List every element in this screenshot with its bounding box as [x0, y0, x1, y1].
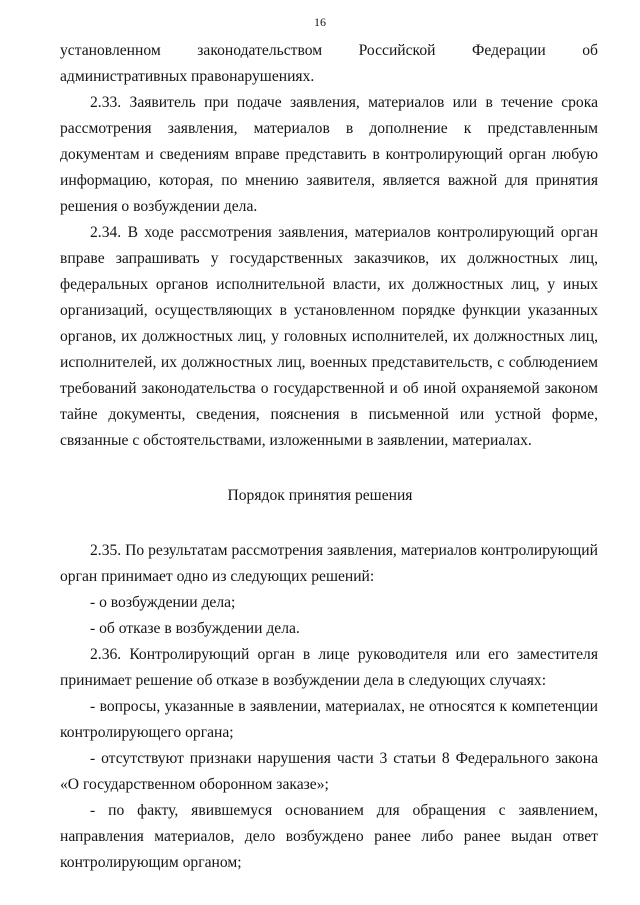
list-item-no-violation: - отсутствуют признаки нарушения части 3 статьи 8 Федерального закона «О государственном оборонном заказе»;: [60, 750, 598, 793]
paragraph-continuation: установленном законодательством Российской Федерации об административных правонарушениях.: [60, 42, 598, 85]
list-item-not-competent: - вопросы, указанные в заявлении, материалах, не относятся к компетенции контролирующего органа;: [60, 698, 598, 741]
list-item-refuse-case: - об отказе в возбуждении дела.: [90, 620, 300, 637]
list-item-already-initiated: - по факту, явившемуся основанием для обращения с заявлением, направления материалов, дело возбуждено ранее либо ранее выдан ответ контролирующим органом;: [60, 802, 598, 871]
section-heading: Порядок принятия решения: [227, 487, 413, 504]
paragraph-2-33: 2.33. Заявитель при подаче заявления, материалов или в течение срока рассмотрения заявления, материалов в дополнение к представленным документам и сведениям вправе представить в контролирующий орган любую информацию, которая, по мнению заявителя, является важной для принятия решения о возбуждении дела.: [60, 94, 598, 215]
paragraph-2-34: 2.34. В ходе рассмотрения заявления, материалов контролирующий орган вправе запрашивать у государственных заказчиков, их должностных лиц, федеральных органов исполнительной власти, их должностных лиц, у иных организаций, осуществляющих в установленном порядке функции указанных органов, их должностных лиц, у головных исполнителей, их должностных лиц, исполнителей, их должностных лиц, военных представительств, с соблюдением требований законодательства о государственной и об иной охраняемой законом тайне документы, сведения, пояснения в письменной или устной форме, связанные с обстоятельствами, изложенными в заявлении, материалах.: [60, 224, 598, 449]
list-item-initiate-case: - о возбуждении дела;: [90, 594, 236, 611]
paragraph-2-36: 2.36. Контролирующий орган в лице руководителя или его заместителя принимает решение об отказе в возбуждении дела в следующих случаях:: [60, 646, 598, 689]
page-number: 16: [314, 15, 326, 29]
paragraph-2-35: 2.35. По результатам рассмотрения заявления, материалов контролирующий орган принимает одно из следующих решений:: [60, 542, 598, 585]
